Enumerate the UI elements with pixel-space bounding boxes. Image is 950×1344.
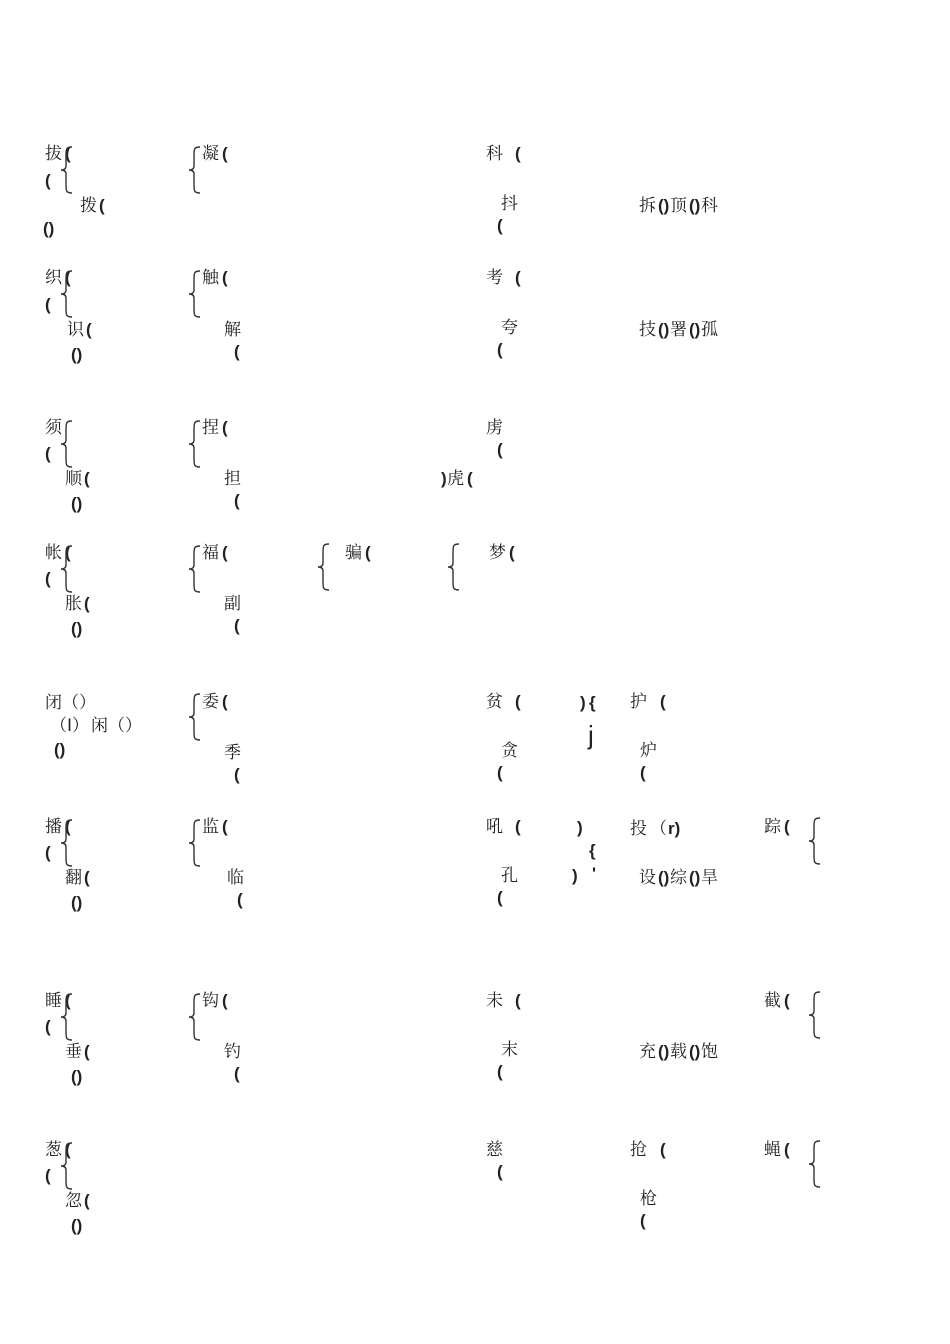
empty-paren: () xyxy=(658,868,670,887)
char-jie2: 截 xyxy=(764,991,781,1011)
char-fu2: 副 xyxy=(224,594,241,614)
char-she: 设 xyxy=(639,868,656,888)
paren: ( xyxy=(84,469,90,488)
paren: ( xyxy=(84,594,90,613)
paren: ) xyxy=(572,866,578,885)
paren: ( xyxy=(45,171,51,190)
char-xu: 须 xyxy=(45,418,62,438)
brace-icon xyxy=(60,545,74,593)
char-hu2: 护 xyxy=(630,692,647,712)
paren: ( xyxy=(234,765,240,784)
paren: ( xyxy=(234,342,240,361)
brace-icon xyxy=(60,993,74,1041)
paren: ) xyxy=(580,693,586,712)
brace-icon xyxy=(60,146,74,194)
brace-icon xyxy=(60,420,74,468)
paren: ( xyxy=(45,843,51,862)
brace-glyph: { xyxy=(589,693,596,712)
brace-icon xyxy=(188,545,202,593)
char-ba-top: 拔 xyxy=(45,144,62,164)
paren: ( xyxy=(45,569,51,588)
char-dan: 担 xyxy=(224,469,241,489)
empty-paren: () xyxy=(689,868,701,887)
char-hu: 虎 xyxy=(447,469,464,489)
paren: ( xyxy=(222,692,228,711)
paren: ( xyxy=(509,543,515,562)
char-meng: 梦 xyxy=(489,543,506,563)
char-ding: 顶 xyxy=(670,196,687,216)
paren: ( xyxy=(784,1140,790,1159)
empty-paren: () xyxy=(689,1042,701,1061)
paren: ( xyxy=(65,543,71,562)
empty-paren: () xyxy=(658,1042,670,1061)
paren: ( xyxy=(497,440,503,459)
paren: ( xyxy=(234,491,240,510)
paren: ( xyxy=(784,817,790,836)
paren: ) xyxy=(441,469,447,488)
paren: ( xyxy=(497,1162,503,1181)
char-chu: 触 xyxy=(202,268,219,288)
paren-i: （I） xyxy=(50,716,90,736)
char-zhi: 织 xyxy=(45,268,62,288)
brace-icon xyxy=(188,420,202,468)
paren: ( xyxy=(660,1140,666,1159)
char-gu: 孤 xyxy=(701,320,718,340)
paren: ( xyxy=(84,868,90,887)
char-zai: 载 xyxy=(670,1042,687,1062)
brace-icon xyxy=(317,543,331,591)
char-qiang: 抢 xyxy=(630,1140,647,1160)
char-gou: 钩 xyxy=(202,991,219,1011)
paren: ( xyxy=(784,991,790,1010)
paren: ( xyxy=(84,1042,90,1061)
paren: ( xyxy=(497,888,503,907)
paren: ( xyxy=(640,1211,646,1230)
paren: ( xyxy=(65,991,71,1010)
char-jie: 解 xyxy=(224,320,241,340)
paren: ( xyxy=(365,543,371,562)
paren: ( xyxy=(45,444,51,463)
char-shun: 顺 xyxy=(65,469,82,489)
char-lu2: 炉 xyxy=(640,741,657,761)
paren: ( xyxy=(222,418,228,437)
paren: ( xyxy=(65,268,71,287)
paren: ( xyxy=(65,144,71,163)
char-fan: 翻 xyxy=(65,868,82,888)
paren: ( xyxy=(467,469,473,488)
empty-paren: () xyxy=(71,1067,83,1086)
paren: ( xyxy=(515,692,521,711)
char-hu3: 忽 xyxy=(65,1191,82,1211)
char-shu: 署 xyxy=(670,320,687,340)
empty-paren: () xyxy=(71,345,83,364)
brace-icon xyxy=(188,993,202,1041)
char-wei2: 未 xyxy=(486,991,503,1011)
char-xian-line: 闲（） xyxy=(91,716,142,736)
empty-paren: () xyxy=(689,320,701,339)
char-tan: 贪 xyxy=(501,741,518,761)
paren: ( xyxy=(65,817,71,836)
paren: ( xyxy=(65,1140,71,1159)
char-jian: 监 xyxy=(202,817,219,837)
char-lu: 虏 xyxy=(486,418,503,438)
brace-icon xyxy=(60,270,74,318)
char-chai: 拆 xyxy=(639,196,656,216)
char-bi-line: 闭（） xyxy=(45,693,96,713)
char-pian: 骗 xyxy=(345,543,362,563)
empty-paren: () xyxy=(54,740,66,759)
char-wei: 委 xyxy=(202,692,219,712)
brace-icon xyxy=(808,1140,822,1188)
char-shi: 识 xyxy=(67,320,84,340)
char-kao: 考 xyxy=(486,268,503,288)
paren: ( xyxy=(237,890,243,909)
char-hou: 吼 xyxy=(486,817,503,837)
char-lin: 临 xyxy=(227,868,244,888)
empty-paren: () xyxy=(43,219,55,238)
brace-icon xyxy=(188,693,202,741)
char-shui: 睡 xyxy=(45,991,62,1011)
paren: ( xyxy=(86,320,92,339)
char-qiang2: 枪 xyxy=(640,1189,657,1209)
char-ning: 凝 xyxy=(202,144,219,164)
char-nie: 捏 xyxy=(202,418,219,438)
paren: ( xyxy=(640,763,646,782)
char-ying: 蝇 xyxy=(764,1140,781,1160)
paren: ( xyxy=(222,144,228,163)
paren: ( xyxy=(99,196,105,215)
char-dou: 抖 xyxy=(501,194,518,214)
char-kua: 夸 xyxy=(501,318,518,338)
char-chong: 充 xyxy=(639,1042,656,1062)
char-ke2: 科 xyxy=(701,196,718,216)
brace-icon xyxy=(188,146,202,194)
paren-open: （ xyxy=(650,819,667,839)
paren: ( xyxy=(222,543,228,562)
char-ci: 慈 xyxy=(486,1140,503,1160)
paren: ( xyxy=(234,1064,240,1083)
paren: ( xyxy=(515,991,521,1010)
paren: ( xyxy=(515,268,521,287)
char-ke: 科 xyxy=(486,144,503,164)
paren: ( xyxy=(84,1191,90,1210)
char-zhang2: 胀 xyxy=(65,594,82,614)
tick-mark: ' xyxy=(592,864,597,883)
char-bao: 饱 xyxy=(701,1042,718,1062)
paren: ( xyxy=(222,991,228,1010)
char-mo: 末 xyxy=(501,1040,518,1060)
paren: ( xyxy=(45,1166,51,1185)
brace-icon xyxy=(60,819,74,867)
empty-paren: () xyxy=(71,893,83,912)
brace-icon xyxy=(188,270,202,318)
brace-icon xyxy=(188,819,202,867)
paren: ( xyxy=(222,268,228,287)
paren: ( xyxy=(234,616,240,635)
empty-paren: () xyxy=(71,619,83,638)
char-zhang: 帐 xyxy=(45,543,62,563)
paren: ( xyxy=(497,1062,503,1081)
char-zong: 综 xyxy=(670,868,687,888)
char-diao: 钓 xyxy=(224,1042,241,1062)
brace-icon xyxy=(447,543,461,591)
paren: ( xyxy=(497,763,503,782)
char-chui: 垂 xyxy=(65,1042,82,1062)
paren: ( xyxy=(497,340,503,359)
paren: ) xyxy=(577,818,583,837)
char-zong2: 踪 xyxy=(764,817,781,837)
paren: ( xyxy=(515,817,521,836)
char-kong: 孔 xyxy=(501,866,518,886)
paren: ( xyxy=(45,1017,51,1036)
paren: ( xyxy=(497,216,503,235)
empty-paren: () xyxy=(71,494,83,513)
brace-icon xyxy=(808,991,822,1039)
char-han: 旱 xyxy=(701,868,718,888)
char-tou: 投 xyxy=(630,819,647,839)
char-bo2: 播 xyxy=(45,817,62,837)
brace-glyph: { xyxy=(589,841,596,860)
empty-paren: () xyxy=(658,196,670,215)
char-cong: 葱 xyxy=(45,1140,62,1160)
glyph-j: j xyxy=(588,720,594,750)
char-ji: 技 xyxy=(639,320,656,340)
glyph-r: r) xyxy=(668,819,681,838)
empty-paren: () xyxy=(658,320,670,339)
paren: ( xyxy=(515,144,521,163)
char-fu: 福 xyxy=(202,543,219,563)
paren: ( xyxy=(45,295,51,314)
char-ji2: 季 xyxy=(224,743,241,763)
brace-icon xyxy=(808,817,822,865)
paren: ( xyxy=(660,692,666,711)
empty-paren: () xyxy=(689,196,701,215)
char-pin: 贫 xyxy=(486,692,503,712)
empty-paren: () xyxy=(71,1216,83,1235)
char-bo: 拨 xyxy=(80,196,97,216)
brace-icon xyxy=(60,1142,74,1190)
paren: ( xyxy=(222,817,228,836)
